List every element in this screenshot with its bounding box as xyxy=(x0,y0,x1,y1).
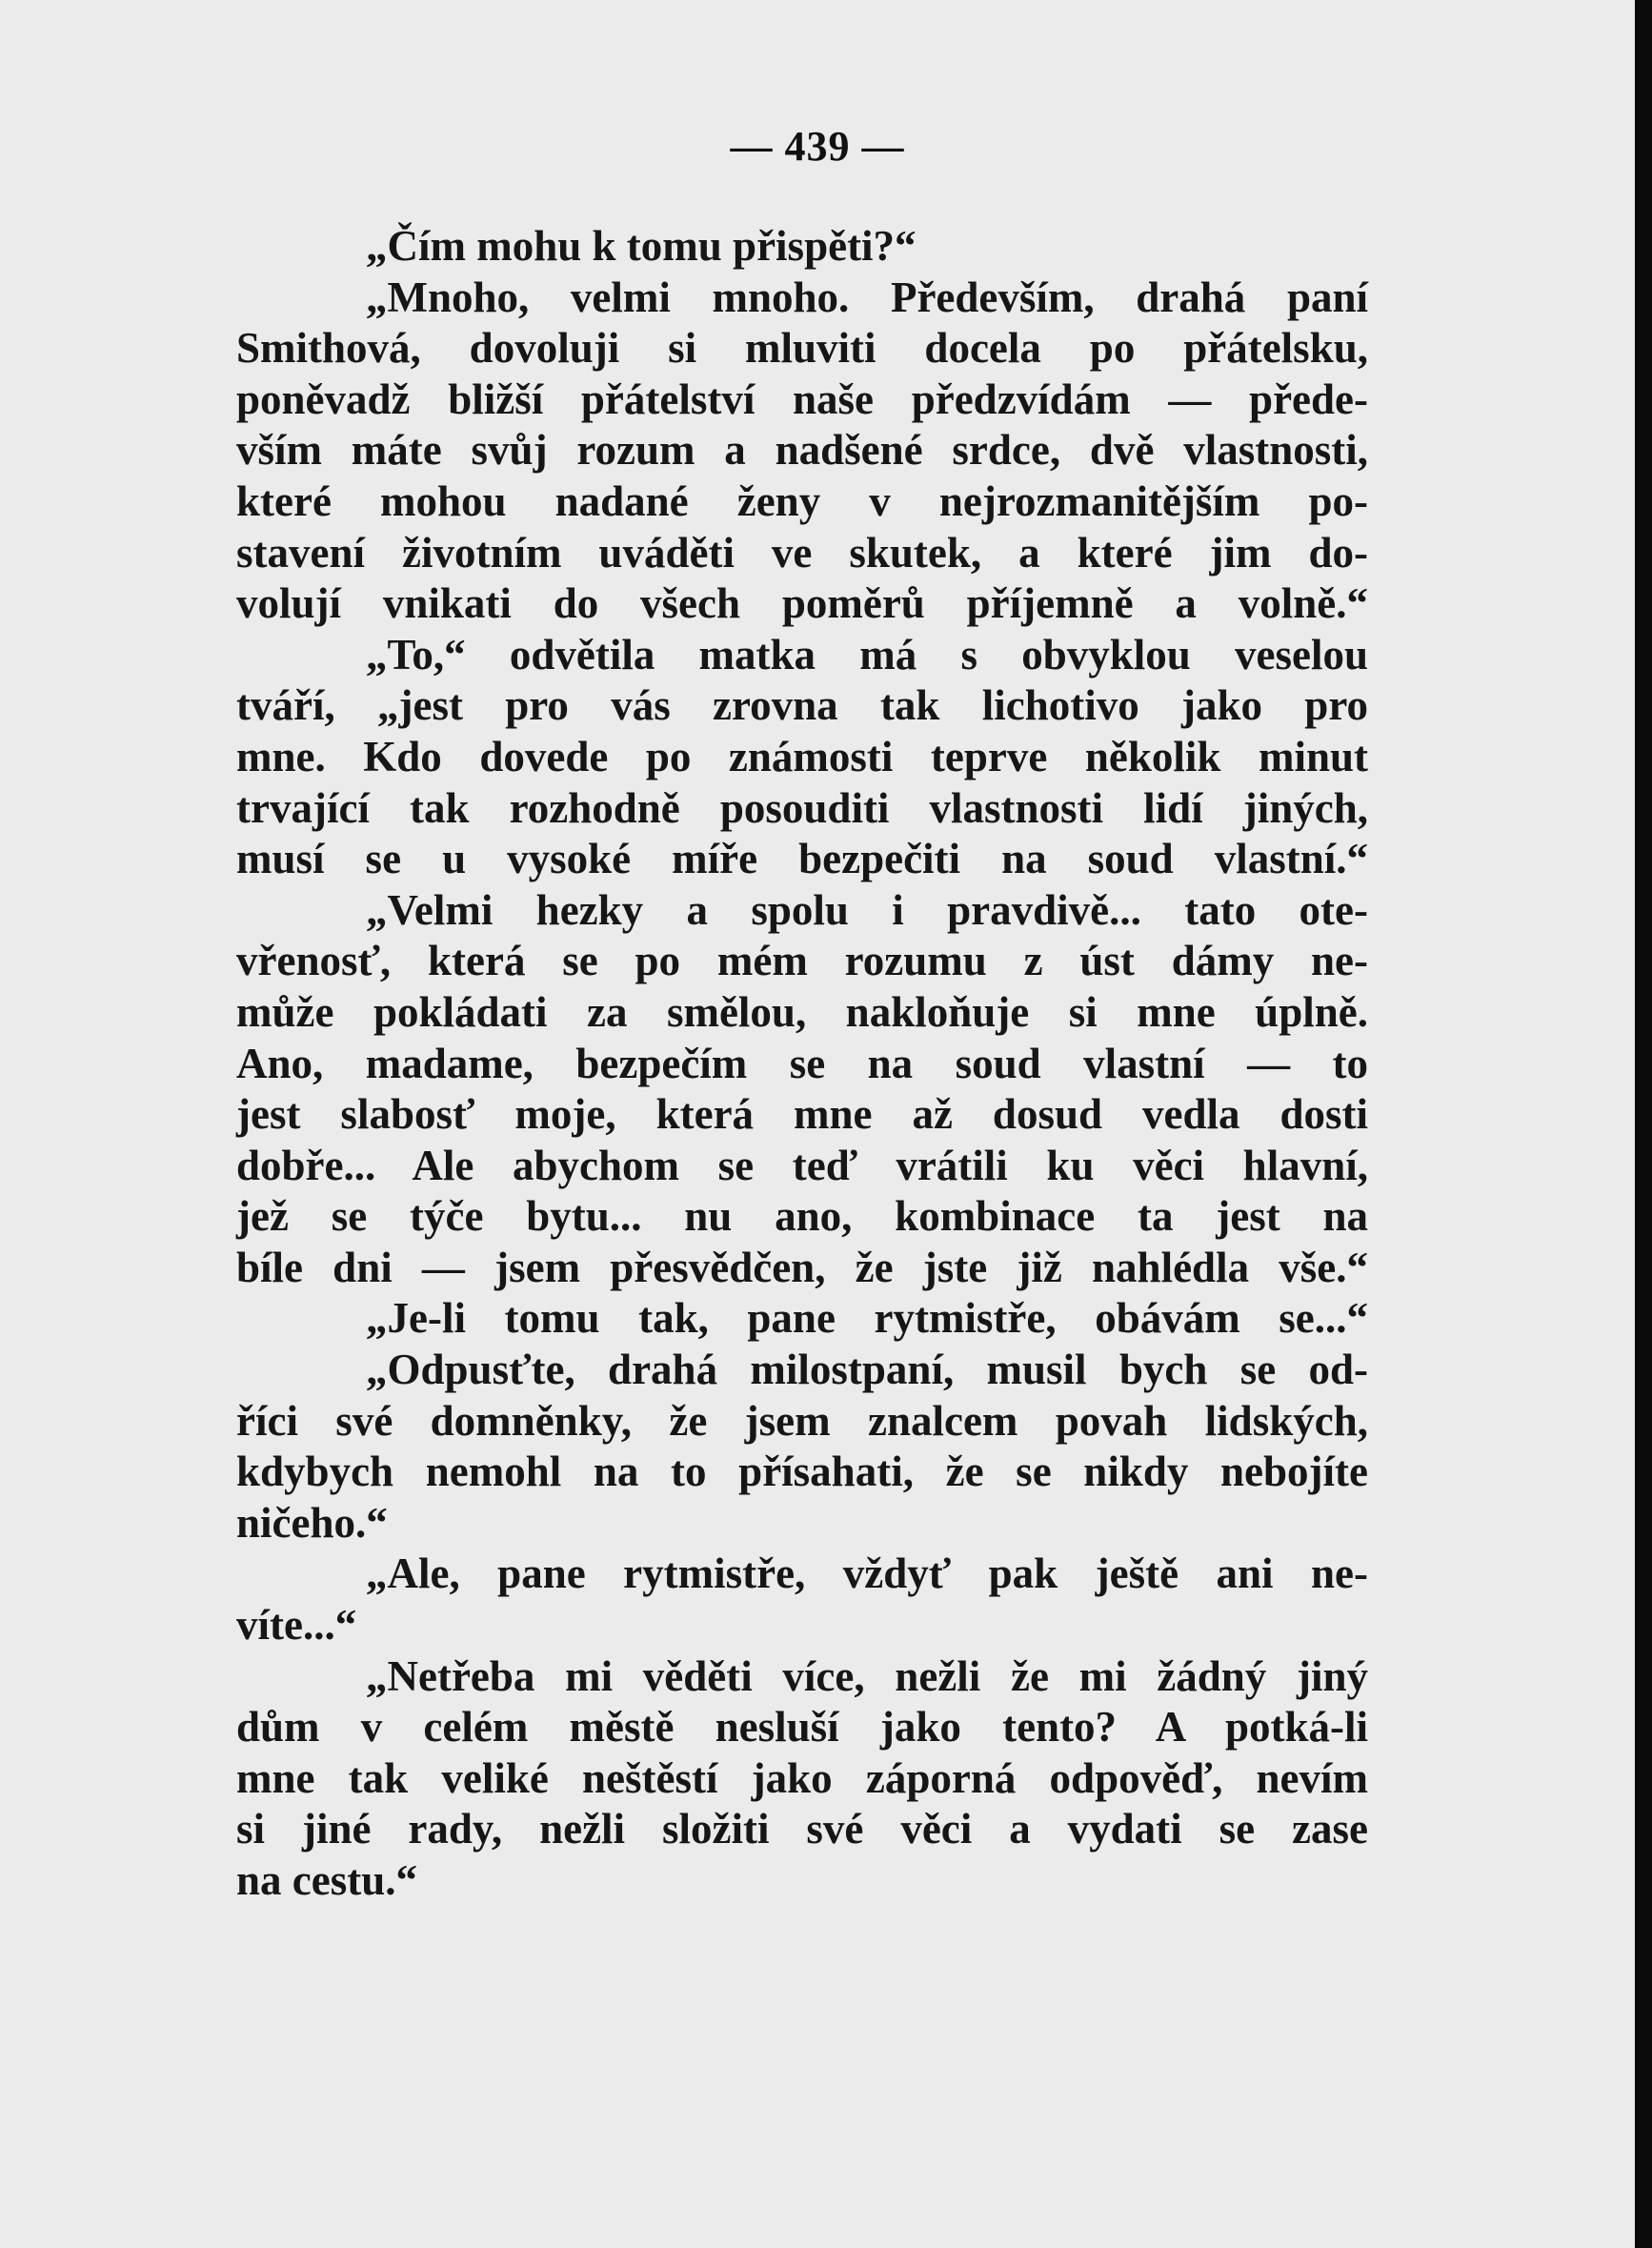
text-line: musí se u vysoké míře bezpečiti na soud vlastní.“ xyxy=(236,835,1368,883)
text-line: volují vnikati do všech poměrů příjemně a volně.“ xyxy=(236,579,1368,628)
page-number: — 439 — xyxy=(730,123,905,170)
text-line: říci své domněnky, že jsem znalcem povah lidských, xyxy=(236,1396,1368,1445)
body-text xyxy=(236,221,1368,1907)
text-line: „Netřeba mi věděti více, nežli že mi žádný jiný xyxy=(366,1651,1368,1700)
text-line: tváří, „jest pro vás zrovna tak lichotivo jako pro xyxy=(236,681,1368,730)
text-line: „Je-li tomu tak, pane rytmistře, obávám se...“ xyxy=(366,1294,1368,1343)
text-line: „Čím mohu k tomu přispěti?“ xyxy=(366,222,917,270)
text-line: jest slabosť moje, která mne až dosud vedla dosti xyxy=(236,1090,1368,1139)
text-line: „To,“ odvětila matka má s obvyklou veselou xyxy=(366,630,1368,678)
text-line: které mohou nadané ženy v nejrozmanitějším po- xyxy=(236,476,1368,525)
text-line: Smithová, dovoluji si mluviti docela po přátelsku, xyxy=(236,324,1368,373)
text-line: „Ale, pane rytmistře, vždyť pak ještě ani ne- xyxy=(366,1549,1368,1598)
text-line: „Odpusťte, drahá milostpaní, musil bych se od- xyxy=(366,1346,1368,1394)
text-line: mne. Kdo dovede po známosti teprve několik minut xyxy=(236,732,1368,780)
text-line: vřenosť, která se po mém rozumu z úst dámy ne- xyxy=(236,937,1368,985)
text-line: mne tak veliké neštěstí jako záporná odpověď, nevím xyxy=(236,1753,1368,1802)
text-line: „Velmi hezky a spolu i pravdivě... tato ote- xyxy=(366,885,1368,934)
text-line: „Mnoho, velmi mnoho. Především, drahá paní xyxy=(366,273,1368,321)
text-line: ničeho.“ xyxy=(236,1498,388,1547)
text-line: bíle dni — jsem přesvědčen, že jste již nahlédla vše.“ xyxy=(236,1243,1368,1291)
scan-right-edge xyxy=(1635,0,1652,2248)
text-line: Ano, madame, bezpečím se na soud vlastní — to xyxy=(236,1039,1368,1087)
text-line: poněvadž bližší přátelství naše předzvídám — přede- xyxy=(236,375,1368,423)
text-line: může pokládati za smělou, nakloňuje si mne úplně. xyxy=(236,987,1368,1036)
text-line: víte...“ xyxy=(236,1601,357,1650)
text-line: na cestu.“ xyxy=(236,1856,417,1904)
text-line: vším máte svůj rozum a nadšené srdce, dvě vlastnosti, xyxy=(236,426,1368,475)
text-line: kdybych nemohl na to přísahati, že se nikdy nebojíte xyxy=(236,1448,1368,1496)
text-line: dům v celém městě nesluší jako tento? A potká-li xyxy=(236,1703,1368,1752)
text-line: jež se týče bytu... nu ano, kombinace ta jest na xyxy=(236,1192,1368,1241)
text-line: stavení životním uváděti ve skutek, a které jim do- xyxy=(236,528,1368,577)
text-line: dobře... Ale abychom se teď vrátili ku věci hlavní, xyxy=(236,1141,1368,1189)
text-line: si jiné rady, nežli složiti své věci a vydati se zase xyxy=(236,1805,1368,1853)
text-line: trvající tak rozhodně posouditi vlastnosti lidí jiných, xyxy=(236,783,1368,832)
